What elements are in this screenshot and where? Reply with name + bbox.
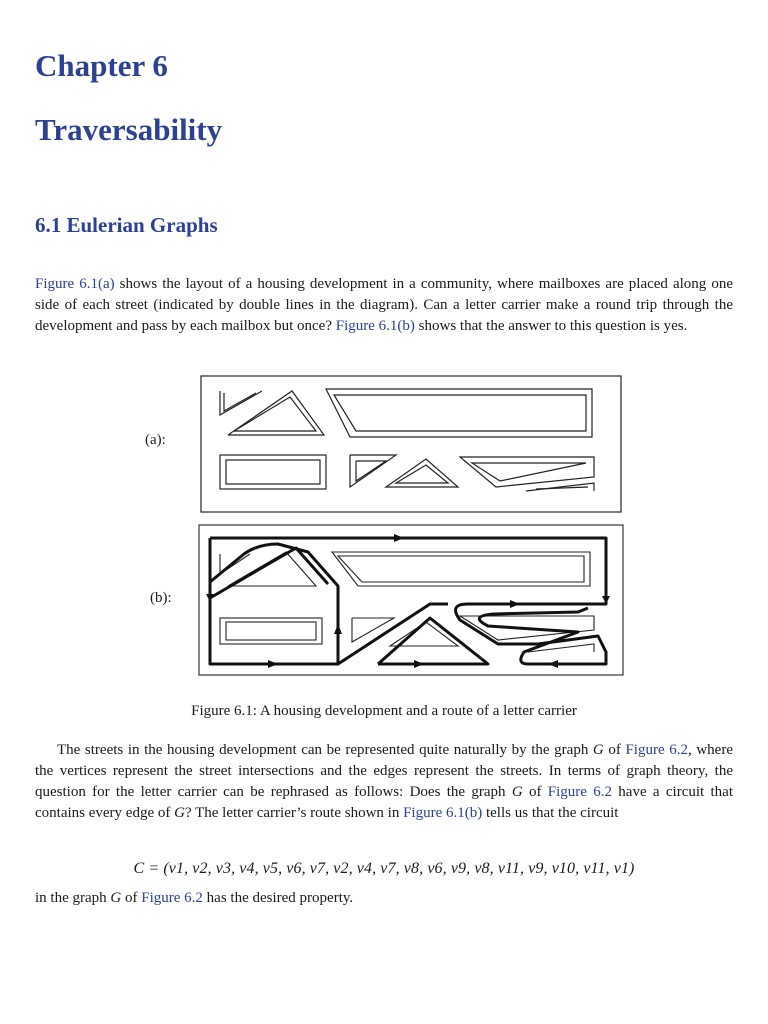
chapter-number: Chapter 6 [35,48,168,83]
conclusion-paragraph [35,888,733,909]
figure-label-a: (a): [145,432,166,448]
graph-text-6: ? The letter carrier’s route shown in [184,805,404,821]
chapter-title: Traversability [35,112,223,147]
figure-6-2-link[interactable]: Figure 6.2 [547,784,612,800]
route-arrow [394,534,404,542]
figure-6-2-link[interactable]: Figure 6.2 [141,890,203,906]
figure-a-border [201,376,621,512]
graph-paragraph [35,740,733,824]
graph-text-1: The streets in the housing development can be represented quite naturally by the graph [57,742,593,758]
route-arrow [548,660,558,668]
figure-caption: Figure 6.1: A housing development and a route of a letter carrier [191,703,577,719]
figure-6-1b-link[interactable]: Figure 6.1(b) [403,805,483,821]
conclusion-text-2: of [121,890,142,906]
letter-carrier-route-diagram [198,524,624,676]
figure-6-1b-link[interactable]: Figure 6.1(b) [335,318,415,334]
intro-text-b: shows that the answer to this question is yes. [414,318,688,334]
intro-text-a: shows the layout of a housing development in a community, where mailboxes are placed along one side of each street (indicated by double lines in the diagram). Can a letter carrier make a round trip through the development and pass by each mailbox but once? [35,276,733,334]
figure-b-border [199,525,623,675]
graph-text-5: have a circuit that contains every edge of [35,784,734,821]
graph-symbol: G [110,890,122,906]
graph-text-3: , where the vertices represent the street intersections and the edges represent the streets. In terms of graph theory, the question for the letter carrier can be rephrased as follows: Does the graph [35,742,733,800]
figure-6-2-link[interactable]: Figure 6.2 [625,742,688,758]
circuit-equation: C = (v1, v2, v3, v4, v5, v6, v7, v2, v4, v7, v8, v6, v9, v8, v11, v9, v10, v11, v1) [133,860,635,877]
figure-label-b: (b): [150,590,172,606]
route-arrow [510,600,520,608]
housing-layout-diagram [200,375,622,513]
graph-symbol: G [592,742,604,758]
route-arrow [268,660,278,668]
graph-text-7: tells us that the circuit [482,805,619,821]
graph-symbol: G [511,784,523,800]
graph-text-2: of [603,742,626,758]
figure-6-1a-link[interactable]: Figure 6.1(a) [35,276,115,292]
conclusion-text-1: in the graph [35,890,111,906]
graph-symbol: G [174,805,185,821]
graph-text-4: of [522,784,548,800]
route-arrow [334,624,342,634]
intro-paragraph [35,274,733,337]
route-arrow [414,660,424,668]
section-title: 6.1 Eulerian Graphs [35,213,218,237]
conclusion-text-3: has the desired property. [202,890,354,906]
